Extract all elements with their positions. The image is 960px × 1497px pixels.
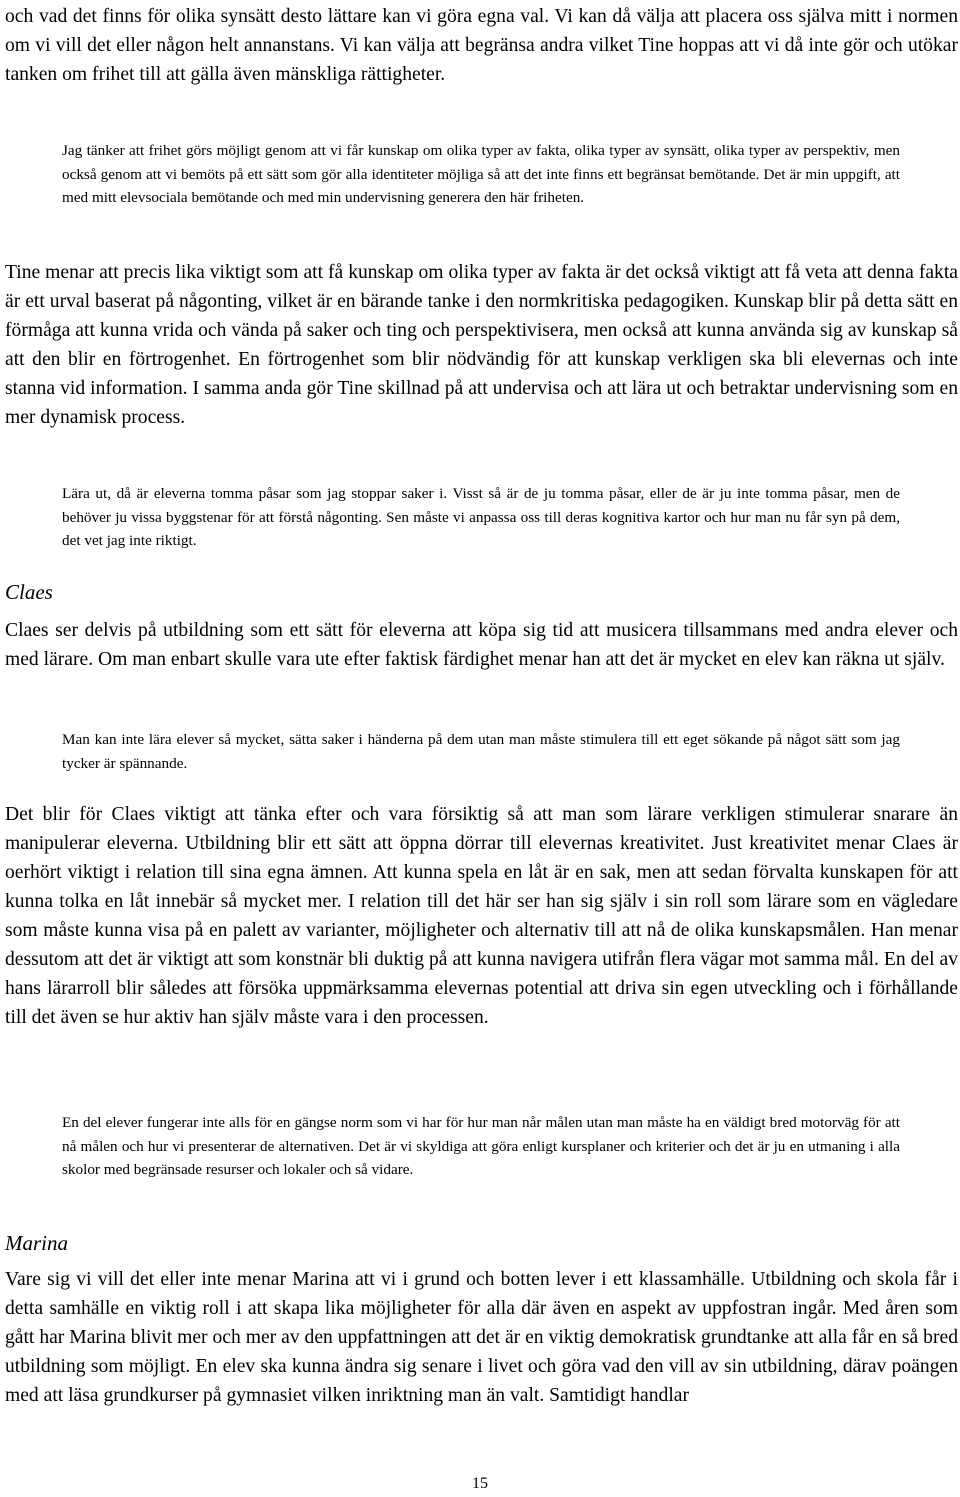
quote-claes-stimulera: Man kan inte lära elever så mycket, sätta saker i händerna på dem utan man måste stimulera till ett eget sökande på något sätt som jag tycker är spännande. (62, 731, 900, 772)
section-heading-claes: Claes (5, 580, 53, 604)
paragraph-claes-utbildning: Claes ser delvis på utbildning som ett sätt för eleverna att köpa sig tid att musicera tillsammans med andra elever och med lärare. Om man enbart skulle vara ute efter faktisk färdighet menar han att det är mycket en elev kan räkna ut själv. (5, 620, 958, 670)
paragraph-marina-klassamhalle: Vare sig vi vill det eller inte menar Marina att vi i grund och botten lever i ett klassamhälle. Utbildning och skola får i detta samhälle en viktig roll i att skapa lika möjligheter för alla där även en aspekt av uppfostran ingår. Med åren som gått har Marina blivit mer och mer av den uppfattningen att det är en viktig demokratisk grundtanke att alla får en så bred utbildning som möjligt. En elev ska kunna ändra sig senare i livet och göra vad den vill av sin utbildning, därav poängen med att läsa grundkurser på gymnasiet vilken inriktning man än valt. Samtidigt handlar (5, 1269, 958, 1406)
quote-tine-frihet: Jag tänker att frihet görs möjligt genom att vi får kunskap om olika typer av fakta, olika typer av synsätt, olika typer av perspektiv, men också genom att vi bemöts på ett sätt som gör alla identiteter möjliga så att det inte finns ett begränsat bemötande. Det är min uppgift, att med mitt elevsociala bemötande och med min undervisning generera den här friheten. (62, 142, 900, 206)
page-number: 15 (472, 1475, 488, 1492)
paragraph-frihet-synsatt: och vad det finns för olika synsätt desto lättare kan vi göra egna val. Vi kan då välja att placera oss själva mitt i normen om vi vill det eller någon helt annanstans. Vi kan välja att begränsa andra vilket Tine hoppas att vi då inte gör och utökar tanken om frihet till att gälla även mänskliga rättigheter. (5, 6, 958, 85)
paragraph-claes-kreativitet: Det blir för Claes viktigt att tänka efter och vara försiktig så att man som lärare verkligen stimulerar snarare än manipulerar eleverna. Utbildning blir ett sätt att öppna dörrar till elevernas kreativitet. Just kreativitet menar Claes är oerhört viktigt i relation till sina egna ämnen. Att kunna spela en låt är en sak, men att sedan förvalta kunskapen för att kunna tolka en låt innebär så mycket mer. I relation till det här ser han sig själv i sin roll som lärare som en vägledare som måste kunna visa på en palett av varianter, möjligheter och alternativ till att nå de olika kunskapsmålen. Han menar dessutom att det är viktigt att som konstnär bli duktig på att kunna navigera utifrån flera vägar mot samma mål. En del av hans lärarroll blir således att försöka uppmärksamma elevernas potential att driva sin egen utveckling och i förhållande till det även se hur aktiv han själv måste vara i den processen. (5, 804, 958, 1028)
section-heading-marina: Marina (5, 1231, 68, 1255)
quote-claes-motorvag: En del elever fungerar inte alls för en gängse norm som vi har för hur man når målen utan man måste ha en väldigt bred motorväg för att nå målen och hur vi presenterar de alternativen. Det är vi skyldiga att göra enligt kursplaner och kriterier och det är ju en utmaning i alla skolor med begränsade resurser och lokaler och så vidare. (62, 1114, 900, 1178)
paragraph-tine-kunskap: Tine menar att precis lika viktigt som att få kunskap om olika typer av fakta är det också viktigt att få veta att denna fakta är ett urval baserat på någonting, vilket är en bärande tanke i den normkritiska pedagogiken. Kunskap blir på detta sätt en förmåga att kunna vrida och vända på saker och ting och perspektivisera, men också att kunna använda sig av kunskap så att den blir en förtrogenhet. En förtrogenhet som blir nödvändig för att kunskap verkligen ska bli elevernas och inte stanna vid information. I samma anda gör Tine skillnad på att undervisa och att lära ut och betraktar undervisning som en mer dynamisk process. (5, 262, 958, 428)
quote-tine-lara-ut: Lära ut, då är eleverna tomma påsar som jag stoppar saker i. Visst så är de ju tomma påsar, eller de är ju inte tomma påsar, men de behöver ju vissa byggstenar för att förstå någonting. Sen måste vi anpassa oss till deras kognitiva kartor och hur man nu får syn på dem, det vet jag inte riktigt. (62, 485, 900, 549)
